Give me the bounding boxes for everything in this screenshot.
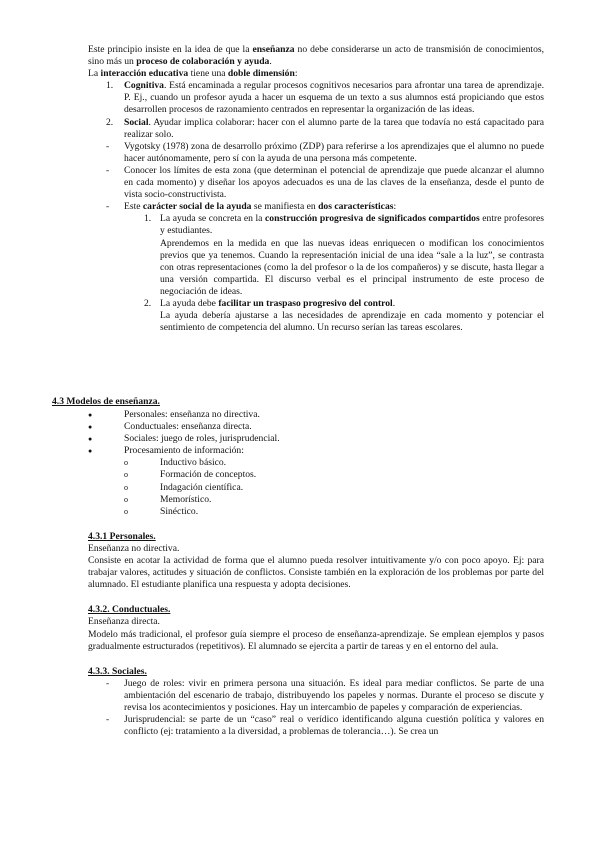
section-title-models: 4.3 Modelos de enseñanza. [52,396,160,407]
characteristic-control-transfer-detail: La ayuda debería ajustarse a las necesidades de aprendizaje en cada momento y potenciar el sentimiento de competencia del alumno. Un recurso serían las tareas escolares. [160,310,544,334]
dash-item-vygotsky: - Vygotsky (1978) zona de desarrollo próximo (ZDP) para referirse a los aprendizajes que el alumno no puede hacer autónomamente, pero sí con la ayuda de una persona más competente. [106,140,544,164]
info-model-inductivo: o Inductivo básico. [124,457,227,469]
personales-subtitle: Enseñanza no directiva. [88,542,180,554]
conductuales-text: Modelo más tradicional, el profesor guía siempre el proceso de enseñanza-aprendizaje. Se emplean ejemplos y pasos gradualmente estructurados (repetitivos). El alumnado se ejercita a partir de tareas y en el entorno del aula. [88,628,544,652]
interaction-paragraph: La interacción educativa tiene una doble dimensión: [88,68,298,80]
models-content [88,409,544,738]
personales-text: Consiste en acotar la actividad de forma que el alumno pueda resolver intuitivamente y/o con poco apoyo. Ej: para trabajar valores, actitudes y situación de conflictos. Consiste también en la exploración de los problemas por parte del alumnado. El estudiante planifica una respuesta y adopta decisiones. [88,555,544,591]
model-item-sociales: ● Sociales: juego de roles, jurisprudencial. [88,433,280,445]
model-item-procesamiento: ● Procesamiento de información: [88,445,244,457]
dimension-social: 2. Social. Ayudar implica colaborar: hacer con el alumno parte de la tarea que todavía no está capacitado para realizar solo. [106,116,544,140]
characteristic-shared-meanings: 1. La ayuda se concreta en la construcción progresiva de significados compartidos entre profesores y estudiantes. Aprendemos en la medida en que las nuevas ideas enriquecen o modifican los conocimientos previos que ya tenemos. Cuando la representación inicial de una idea “sale a la luz”, se contrasta con otras representaciones (como la del profesor o la de los compañeros) y se discute, hasta llegar a una versión compartida. El discurso verbal es el principal instrumento de este proceso de negociación de ideas. [144,213,544,297]
spacer [88,518,544,531]
sociales-item-jurisprudencial: - Jurisprudencial: se parte de un “caso” real o verídico identificando alguna cuestión política y valores en conflicto (ej: tratamiento a la diversidad, a problemas de tolerancia…). Se crea un [106,714,544,738]
info-model-formacion: o Formación de conceptos. [124,469,257,481]
intro-paragraph: Este principio insiste en la idea de que la enseñanza no debe considerarse un acto de transmisión de conocimientos, sino más un proceso de colaboración y ayuda. [88,44,544,68]
dash-item-social-character: - Este carácter social de la ayuda se manifiesta en dos características: [106,201,397,213]
dimension-cognitive: 1. Cognitiva. Está encaminada a regular procesos cognitivos necesarios para afrontar una tarea de aprendizaje. P. Ej., cuando un profesor ayuda a hacer un esquema de un texto a sus alumnos está propiciando que estos desarrollen procesos de razonamiento centrados en representar la organización de las ideas. [106,80,544,116]
heading-sociales: 4.3.3. Sociales. [88,665,147,677]
spacer [88,591,544,604]
characteristic-control-transfer: 2. La ayuda debe facilitar un traspaso progresivo del control. La ayuda debería ajustarse a las necesidades de aprendizaje en cada momento y potenciar el sentimiento de competencia del alumno. Un recurso serían las tareas escolares. [144,297,544,334]
characteristic-shared-meanings-detail: Aprendemos en la medida en que las nuevas ideas enriquecen o modifican los conocimientos previos que ya tenemos. Cuando la representación inicial de una idea “sale a la luz”, se contrasta con otras representaciones (como la del profesor o la de los compañeros) y se discute, hasta llegar a una versión compartida. El discurso verbal es el principal instrumento de este proceso de negociación de ideas. [160,237,544,297]
info-model-sinectico: o Sinéctico. [124,505,199,517]
dash-item-zdp-limits: - Conocer los límites de esta zona (que determinan el potencial de aprendizaje que puede alcanzar el alumno en cada momento) y diseñar los apoyos adecuados es una de las claves de la enseñanza, desde el punto de vista socio-constructivista. [106,164,544,201]
heading-conductuales: 4.3.2. Conductuales. [88,604,171,616]
info-model-memoristico: o Memorístico. [124,493,212,505]
spacer [88,653,544,666]
heading-personales: 4.3.1 Personales. [88,530,156,542]
sociales-item-juego-roles: - Juego de roles: vivir en primera persona una situación. Es ideal para mediar conflictos. Se parte de una ambientación del escenario de trabajo, distribuyendo los papeles y normas. Durante el proceso se discute y revisa los acontecimientos y posiciones. Hay un intercambio de papeles y comparación de experiencias. [106,677,544,713]
model-item-personales: ● Personales: enseñanza no directiva. [88,409,260,420]
upper-content [88,44,544,334]
conductuales-subtitle: Enseñanza directa. [88,616,160,628]
info-model-indagacion: o Indagación científica. [124,481,244,493]
model-item-conductuales: ● Conductuales: enseñanza directa. [88,421,252,433]
